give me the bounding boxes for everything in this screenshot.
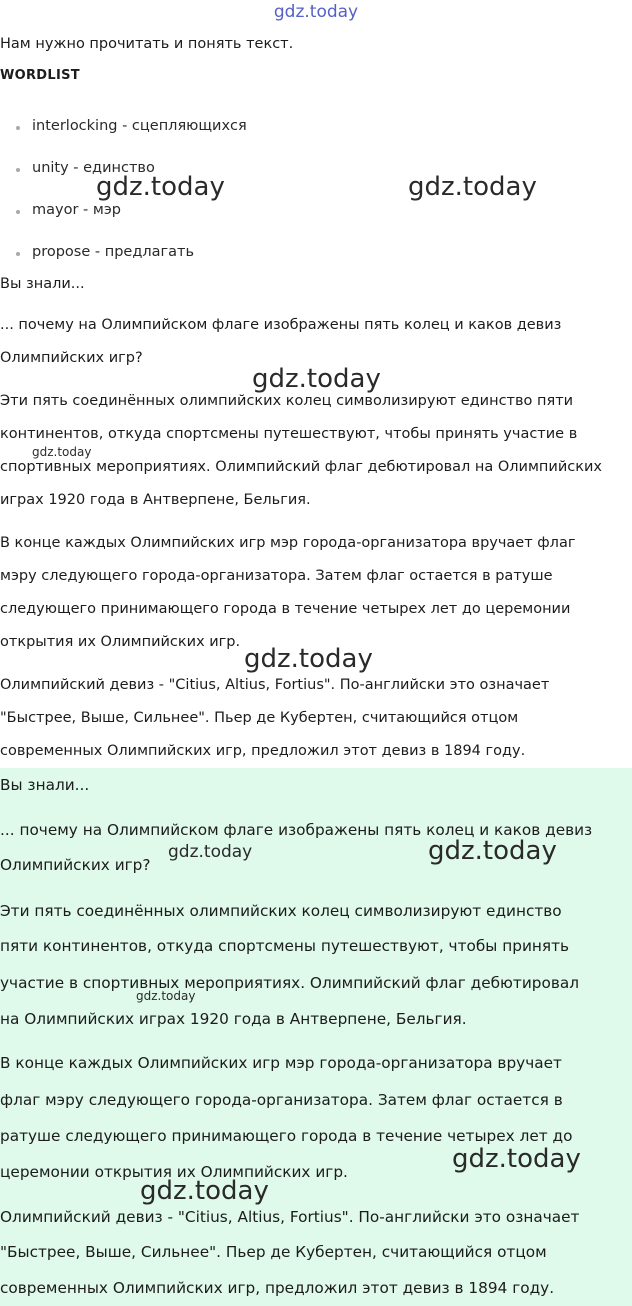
paragraph-line: церемонии открытия их Олимпийских игр. bbox=[0, 1163, 348, 1181]
bullet-icon bbox=[16, 252, 20, 256]
paragraph-line: ратуше следующего принимающего города в течение четырех лет до bbox=[0, 1127, 573, 1145]
wordlist-item: interlocking - сцепляющихся bbox=[32, 118, 247, 134]
paragraph-line: Эти пять соединённых олимпийских колец символизируют единство bbox=[0, 902, 562, 920]
paragraph-line: В конце каждых Олимпийских игр мэр города-организатора вручает bbox=[0, 1054, 562, 1072]
watermark: gdz.today bbox=[136, 989, 196, 1003]
watermark: gdz.today bbox=[252, 364, 381, 394]
paragraph-line: Вы знали... bbox=[0, 776, 90, 794]
watermark: gdz.today bbox=[244, 644, 373, 674]
paragraph-line: открытия их Олимпийских игр. bbox=[0, 634, 241, 650]
paragraph-line: участие в спортивных мероприятиях. Олимпийский флаг дебютировал bbox=[0, 974, 580, 992]
watermark: gdz.today bbox=[428, 836, 557, 866]
paragraph-line: "Быстрее, Выше, Сильнее". Пьер де Кубертен, считающийся отцом bbox=[0, 710, 519, 726]
paragraph-line: "Быстрее, Выше, Сильнее". Пьер де Кубертен, считающийся отцом bbox=[0, 1243, 547, 1261]
paragraph-line: Олимпийский девиз - "Citius, Altius, Fortius". По-английски это означает bbox=[0, 1208, 580, 1226]
paragraph-line: современных Олимпийских игр, предложил этот девиз в 1894 году. bbox=[0, 743, 526, 759]
bullet-icon bbox=[16, 168, 20, 172]
wordlist-heading: WORDLIST bbox=[0, 68, 80, 83]
paragraph-line: Эти пять соединённых олимпийских колец символизируют единство пяти bbox=[0, 393, 574, 409]
paragraph-line: следующего принимающего города в течение четырех лет до церемонии bbox=[0, 601, 571, 617]
header-watermark: gdz.today bbox=[273, 2, 359, 22]
wordlist-item: unity - единство bbox=[32, 160, 155, 176]
watermark: gdz.today bbox=[96, 172, 225, 202]
paragraph-line: В конце каждых Олимпийских игр мэр города-организатора вручает флаг bbox=[0, 535, 576, 551]
paragraph-line: ... почему на Олимпийском флаге изображены пять колец и каков девиз bbox=[0, 317, 562, 333]
paragraph-line: Олимпийский девиз - "Citius, Altius, Fortius". По-английски это означает bbox=[0, 677, 550, 693]
wordlist-item: propose - предлагать bbox=[32, 244, 194, 260]
paragraph-line: спортивных мероприятиях. Олимпийский флаг дебютировал на Олимпийских bbox=[0, 459, 602, 475]
paragraph-line: современных Олимпийских игр, предложил этот девиз в 1894 году. bbox=[0, 1279, 555, 1297]
bullet-icon bbox=[16, 210, 20, 214]
paragraph-line: континентов, откуда спортсмены путешествуют, чтобы принять участие в bbox=[0, 426, 578, 442]
paragraph-line: ... почему на Олимпийском флаге изображены пять колец и каков девиз bbox=[0, 821, 593, 839]
paragraph-line: играх 1920 года в Антверпене, Бельгия. bbox=[0, 492, 311, 508]
watermark: gdz.today bbox=[32, 445, 92, 459]
wordlist-item: mayor - мэр bbox=[32, 202, 121, 218]
paragraph-line: мэру следующего города-организатора. Затем флаг остается в ратуше bbox=[0, 568, 553, 584]
paragraph-line: на Олимпийских играх 1920 года в Антверпене, Бельгия. bbox=[0, 1010, 467, 1028]
intro-text: Нам нужно прочитать и понять текст. bbox=[0, 36, 294, 52]
paragraph-line: Вы знали... bbox=[0, 276, 85, 292]
paragraph-line: пяти континентов, откуда спортсмены путешествуют, чтобы принять bbox=[0, 937, 570, 955]
watermark: gdz.today bbox=[140, 1176, 269, 1206]
watermark: gdz.today bbox=[408, 172, 537, 202]
bullet-icon bbox=[16, 126, 20, 130]
paragraph-line: флаг мэру следующего города-организатора. Затем флаг остается в bbox=[0, 1091, 563, 1109]
paragraph-line: Олимпийских игр? bbox=[0, 350, 143, 366]
paragraph-line: Олимпийских игр? bbox=[0, 856, 151, 874]
watermark: gdz.today bbox=[452, 1144, 581, 1174]
watermark: gdz.today bbox=[168, 842, 253, 862]
